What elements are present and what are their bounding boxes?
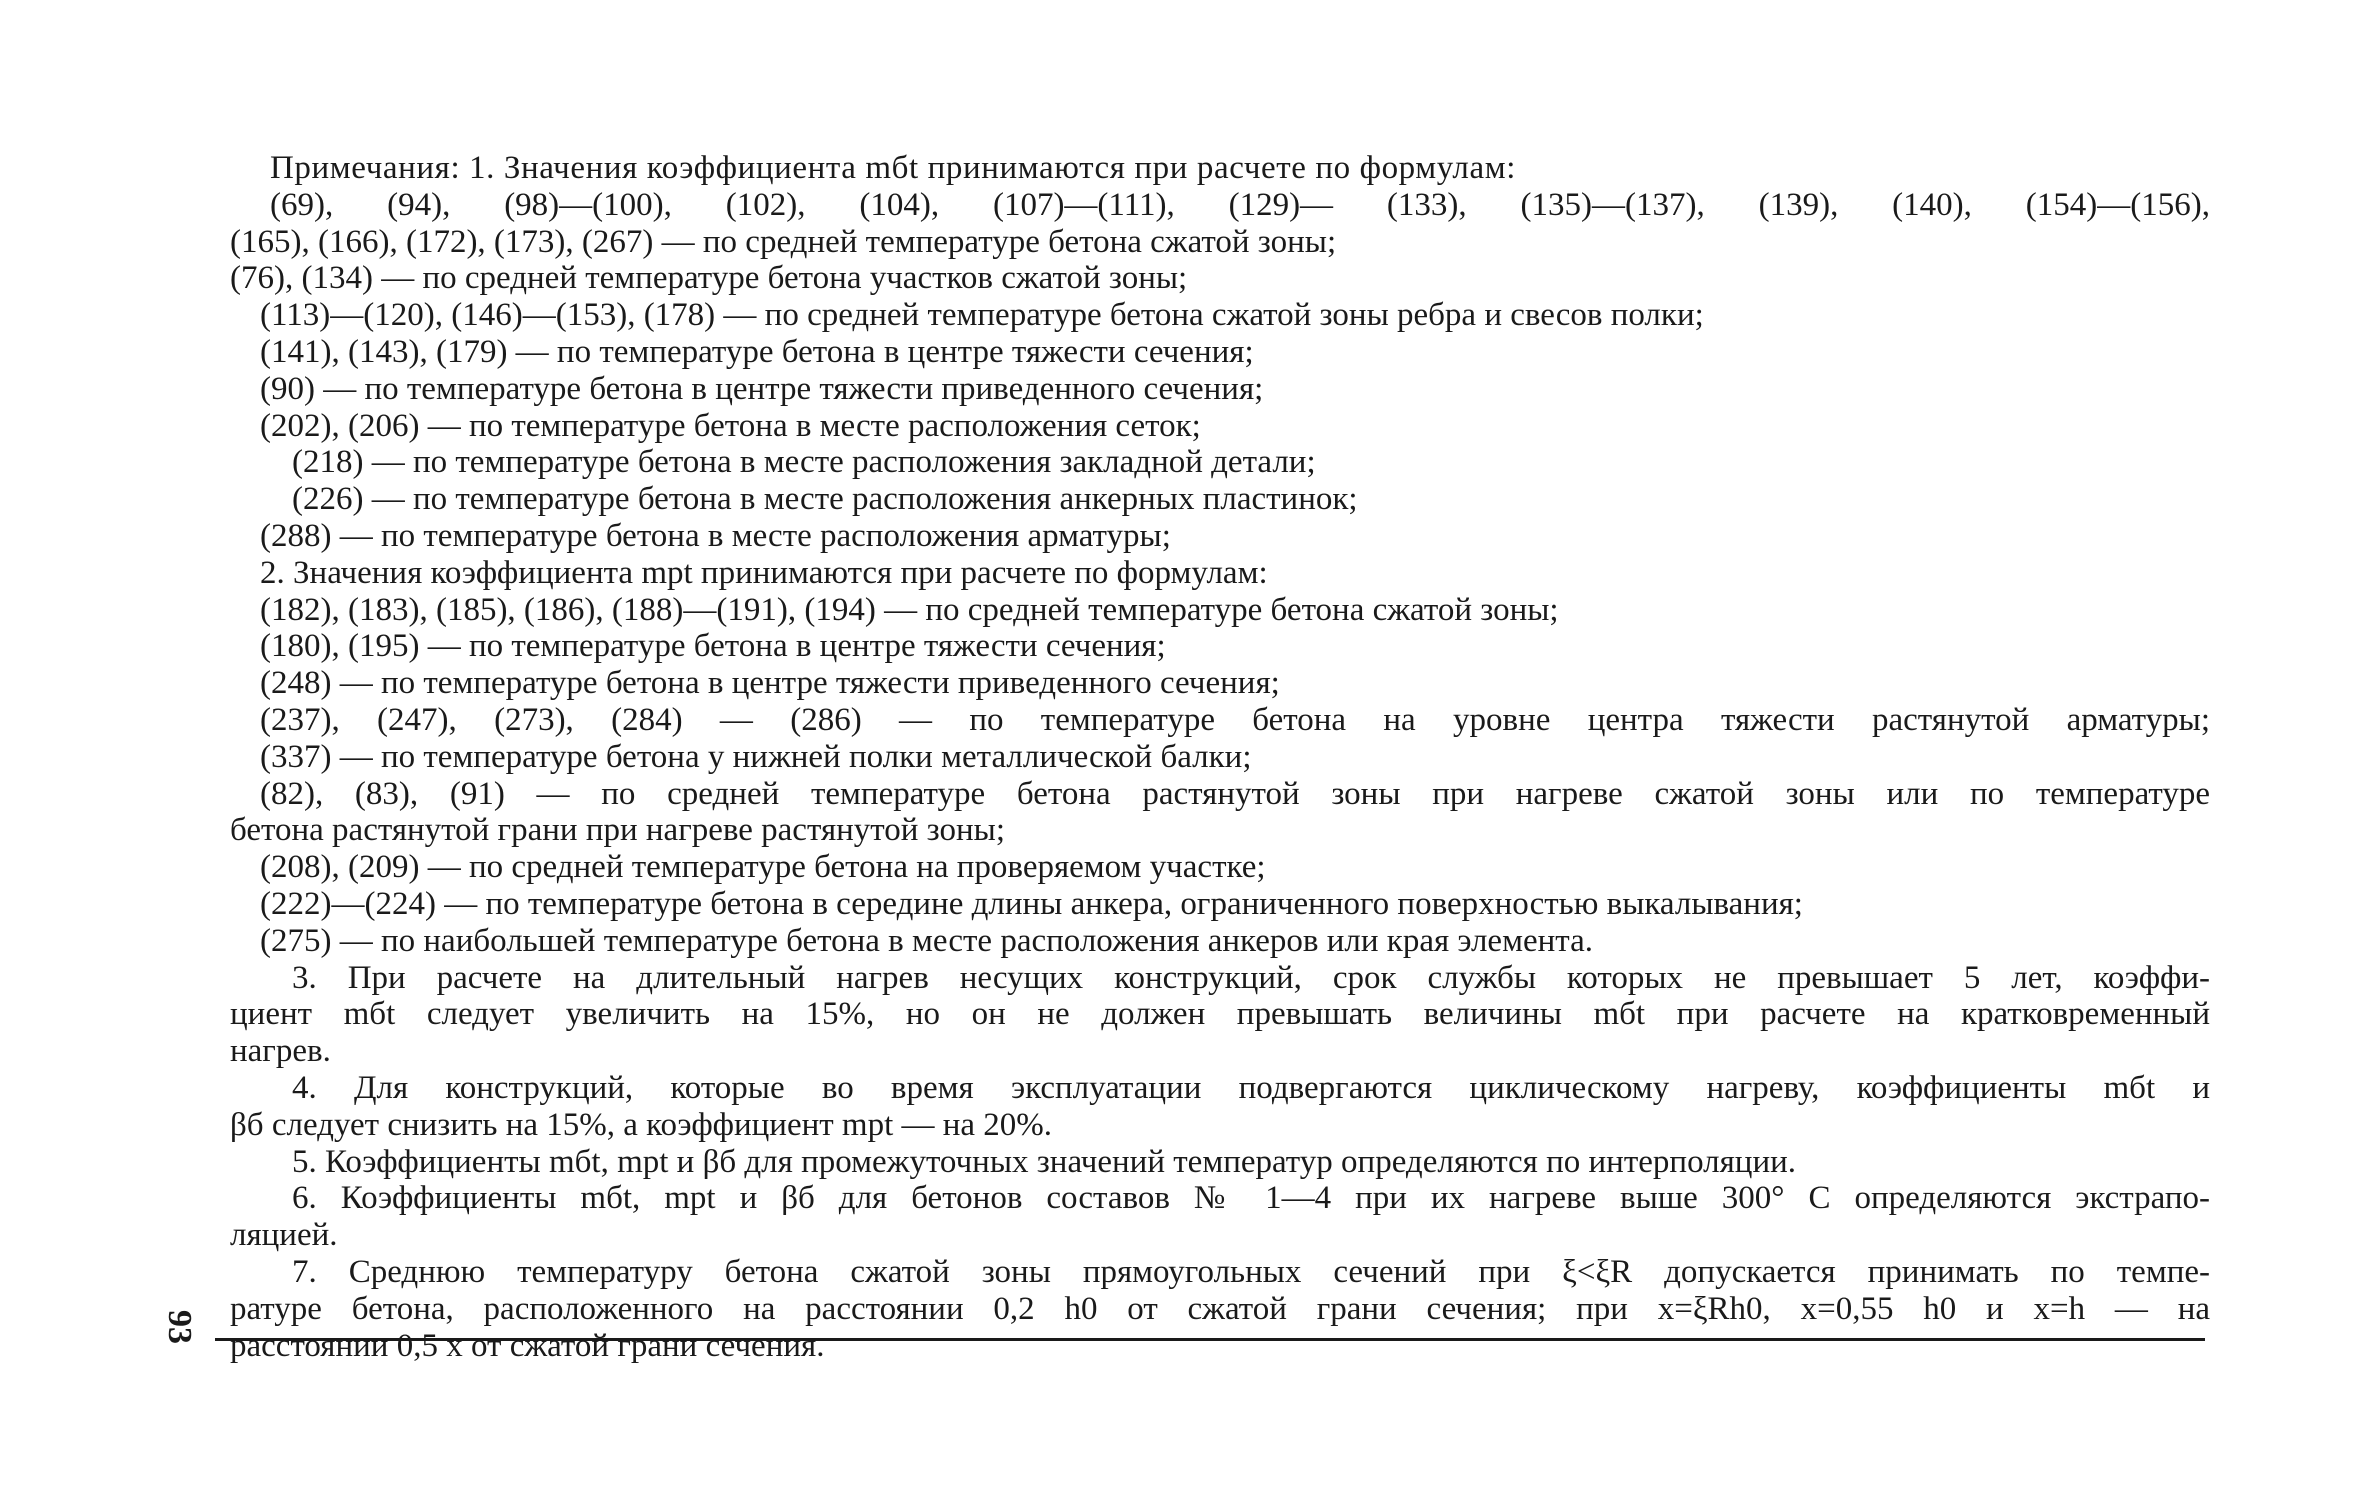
note-line: Примечания: 1. Значения коэффициента mбt принимаются при расчете по формулам: [270,150,1516,186]
note-line: (82), (83), (91) — по средней температуре бетона растянутой зоны при нагреве сжатой зоны или по температуре [260,775,2210,812]
note-line: 4. Для конструкций, которые во время эксплуатации подвергаются циклическому нагреву, коэффициенты mбt и [292,1069,2210,1106]
note-line: 6. Коэффициенты mбt, mpt и βб для бетонов составов № 1—4 при их нагреве выше 300° С определяются экстрапо- [292,1180,2210,1217]
note-line: (237), (247), (273), (284) — (286) — по температуре бетона на уровне центра тяжести растянутой арматуры; [260,701,2210,738]
note-line: (248) — по температуре бетона в центре тяжести приведенного сечения; [260,665,1280,702]
note-line: ляцией. [230,1217,338,1254]
note-line: циент mбt следует увеличить на 15%, но он не должен превышать величины mбt при расчете на кратковременный [230,996,2210,1033]
note-line: 7. Среднюю температуру бетона сжатой зоны прямоугольных сечений при ξ<ξR допускается принимать по темпе- [292,1253,2210,1290]
note-line: (141), (143), (179) — по температуре бетона в центре тяжести сечения; [260,333,1254,370]
note-line: (202), (206) — по температуре бетона в месте расположения сеток; [260,407,1201,444]
note-line: (288) — по температуре бетона в месте расположения арматуры; [260,517,1171,554]
note-line: (218) — по температуре бетона в месте расположения закладной детали; [292,444,1316,481]
note-line: нагрев. [230,1033,331,1070]
note-line: (182), (183), (185), (186), (188)—(191), (194) — по средней температуре бетона сжатой зоны; [260,591,1559,628]
note-line: (69), (94), (98)—(100), (102), (104), (107)—(111), (129)— (133), (135)—(137), (139), (140), (154)—(156), [270,186,2210,223]
note-line: (165), (166), (172), (173), (267) — по средней температуре бетона сжатой зоны; [230,223,1337,260]
notes-block [230,150,2210,1364]
note-line: расстоянии 0,5 x от сжатой грани сечения. [230,1327,825,1364]
note-line: (337) — по температуре бетона у нижней полки металлической балки; [260,738,1252,775]
note-line: бетона растянутой грани при нагреве растянутой зоны; [230,812,1006,849]
note-line: (275) — по наибольшей температуре бетона в месте расположения анкеров или края элемента. [260,922,1593,959]
page-number: 93 [161,1310,198,1344]
note-line: (113)—(120), (146)—(153), (178) — по средней температуре бетона сжатой зоны ребра и свесов полки; [260,297,1704,334]
bottom-rule [215,1338,2205,1341]
note-line: 5. Коэффициенты mбt, mpt и βб для промежуточных значений температур определяются по интерполяции. [292,1143,1797,1180]
note-line: (222)—(224) — по температуре бетона в середине длины анкера, ограниченного поверхностью выкалывания; [260,885,1803,922]
note-line: (90) — по температуре бетона в центре тяжести приведенного сечения; [260,370,1264,407]
note-line: βб следует снизить на 15%, а коэффициент mpt — на 20%. [230,1106,1053,1143]
note-line: (208), (209) — по средней температуре бетона на проверяемом участке; [260,849,1266,886]
note-line: (226) — по температуре бетона в месте расположения анкерных пластинок; [292,481,1358,518]
note-line: 3. При расчете на длительный нагрев несущих конструкций, срок службы которых не превышает 5 лет, коэффи- [292,959,2210,996]
note-line: 2. Значения коэффициента mpt принимаются при расчете по формулам: [260,554,1268,591]
note-line: (76), (134) — по средней температуре бетона участков сжатой зоны; [230,260,1188,297]
note-line: (180), (195) — по температуре бетона в центре тяжести сечения; [260,628,1166,665]
note-line: ратуре бетона, расположенного на расстоянии 0,2 h0 от сжатой грани сечения; при x=ξRh0, x=0,55 h0 и x=h — на [230,1290,2210,1327]
